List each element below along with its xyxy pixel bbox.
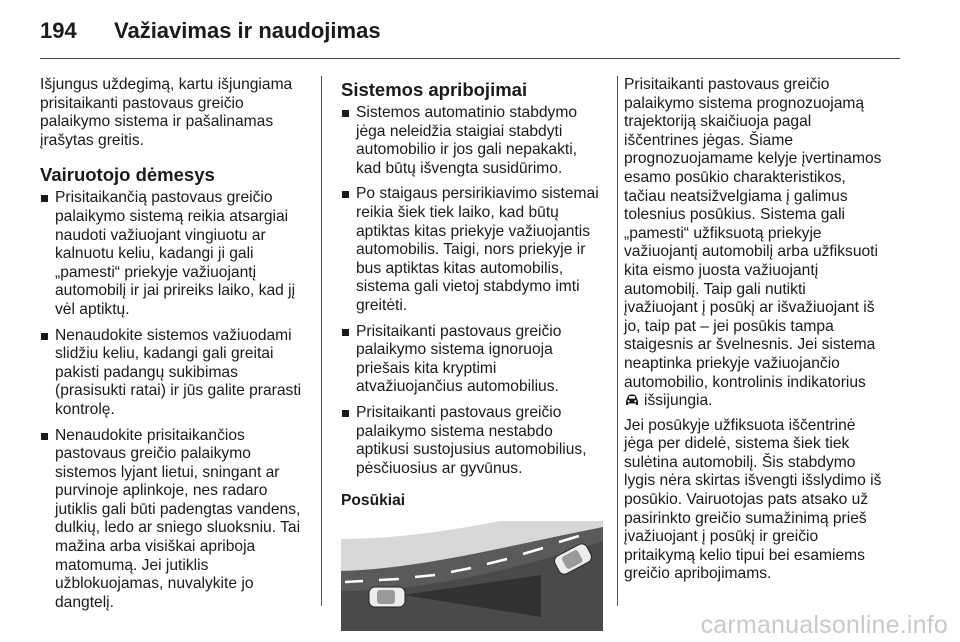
system-limits-list	[341, 104, 607, 478]
curve-road-illustration	[341, 521, 603, 631]
column-left	[40, 76, 304, 619]
column-divider-2	[617, 76, 618, 606]
ego-car-shape	[369, 587, 405, 607]
list-item	[341, 404, 607, 478]
intro-paragraph: Išjungus uždegimą, kartu išjungiama prisitaikanti pastovaus greičio palaikymo sistema ir pašalinamas įrašytas greitis.	[40, 76, 293, 149]
subheading-curves: Posūkiai	[341, 492, 406, 510]
paragraph-text: Prisitaikanti pastovaus greičio palaikymo sistema prognozuojamą trajektoriją skaičiuoja pagal iščentrines jėgas. Šiame prognozuojamame kelyje įvertinamos esamo posūkio charakteristikos, tačiau neatsižvelgiama į galimus tolesnius posūkius. Sistema gali „pamesti“ užfiksuotą priekyje važiuojantį automobilį arba užfiksuoti kita eismo juosta važiuojantį automobilį. Taip gali nutikti įvažiuojant į posūkį ar išvažiuojant iš jo, taip pat – jei posūkis tampa staigesnis ar švelnesnis. Jei sistema neaptinka priekyje važiuojančio automobilio, kontrolinis indikatorius	[624, 76, 882, 391]
list-item	[40, 327, 304, 420]
list-item-text: Sistemos automatinio stabdymo jėga neleidžia staigiai stabdyti automobilio ir jos gali nepakakti, kad būtų išvengta susidūrimo.	[356, 104, 578, 177]
square-bullet-icon	[342, 110, 349, 117]
list-item-text: Prisitaikanti pastovaus greičio palaikymo sistema nestabdo aptikusi sustojusius automobilius, pėsčiuosius ar gyvūnus.	[356, 403, 587, 477]
page-header	[40, 18, 381, 48]
list-item-text: Prisitaikančią pastovaus greičio palaikymo sistemą reikia atsargiai naudoti važiuojant vingiuotu ar kalnuotu keliu, kadangi ji gali „pamesti“ priekyje važiuojantį automobilį ir jai prireiks laiko, kad jį vėl aptiktų.	[55, 189, 296, 318]
header-divider	[40, 58, 900, 59]
square-bullet-icon	[342, 191, 349, 198]
page-number: 194	[40, 18, 77, 43]
list-item-text: Nenaudokite prisitaikančios pastovaus greičio palaikymo sistemos lyjant lietui, sningant ar purvinoje aplinkoje, nes radaro jutiklis gali būti padengtas vandens, dulkių, ledo ar sniego sluoksniu. Tai mažina arba visiškai apriboja matomumą. Jei jutiklis užblokuojamas, nuvalykite jo dangtelį.	[55, 426, 301, 611]
driver-attention-list	[40, 189, 304, 612]
section-heading-driver-attention: Vairuotojo dėmesys	[40, 164, 215, 186]
column-divider-1	[321, 76, 322, 606]
paragraph-text-end: išsijungia.	[644, 392, 713, 410]
list-item	[341, 323, 607, 397]
list-item	[40, 189, 304, 319]
section-heading-system-limits: Sistemos apribojimai	[341, 79, 528, 100]
list-item	[341, 104, 607, 178]
square-bullet-icon	[41, 433, 48, 440]
column-right	[624, 76, 904, 590]
list-item	[40, 427, 304, 613]
car-ahead-indicator-icon	[624, 393, 640, 407]
square-bullet-icon	[41, 333, 48, 340]
list-item	[341, 185, 607, 315]
curve-prediction-paragraph	[624, 76, 904, 411]
list-item-text: Prisitaikanti pastovaus greičio palaikymo sistema ignoruoja priešais kita kryptimi atvažiuojančius automobilius.	[356, 322, 562, 396]
list-item-text: Nenaudokite sistemos važiuodami slidžiu keliu, kadangi gali greitai pakisti padangų sukibimas (prasisukti ratai) ir jūs galite prarasti kontrolę.	[55, 326, 302, 418]
square-bullet-icon	[41, 195, 48, 202]
square-bullet-icon	[342, 329, 349, 336]
watermark: carmanualsonline.info	[700, 611, 948, 639]
centrifugal-force-paragraph: Jei posūkyje užfiksuota iščentrinė jėga per didelė, sistema šiek tiek sulėtina automobilį. Šis stabdymo lygis nėra skirtas išvengti išslydimo iš posūkio. Vairuotojas pats atsako už pasirinkto greičio sumažinimą prieš įvažiuojant į posūkį ir greičio pritaikymą kelio tipui bei esamiems greičio apribojimams.	[624, 416, 882, 583]
square-bullet-icon	[342, 410, 349, 417]
column-middle	[341, 79, 607, 631]
list-item-text: Po staigaus persirikiavimo sistemai reikia šiek tiek laiko, kad būtų aptiktas kitas priekyje važiuojantis automobilis. Taigi, nors priekyje ir bus aptiktas kitas automobilis, sistema gali vietoj stabdymo imti greitėti.	[356, 185, 599, 314]
page-title: Važiavimas ir naudojimas	[114, 18, 381, 43]
